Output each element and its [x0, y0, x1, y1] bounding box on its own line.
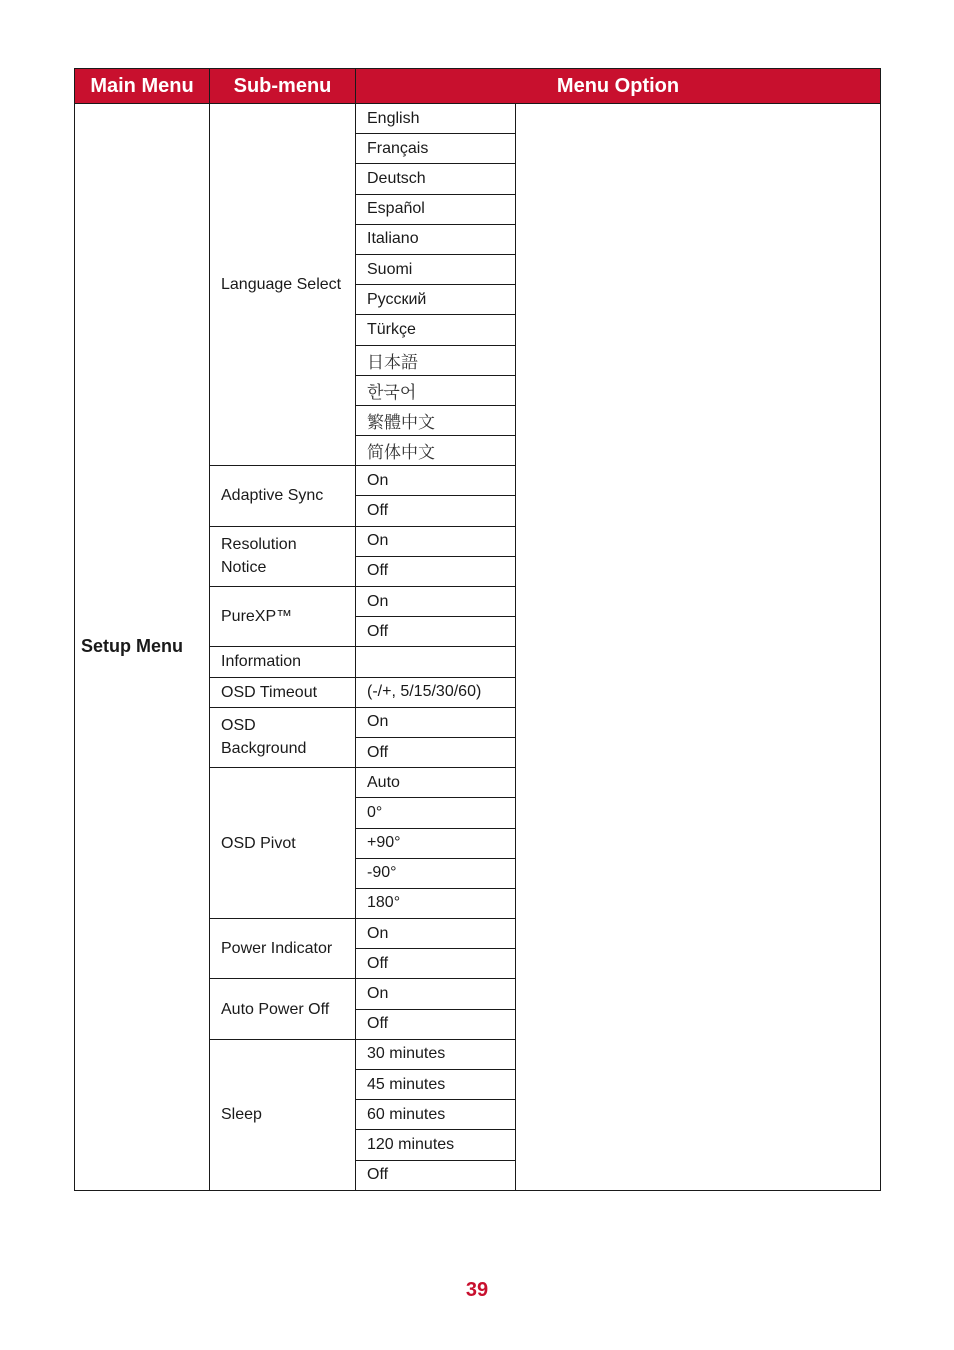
sub-menu-cell: OSD Pivot: [210, 768, 356, 919]
menu-option-cell: Off: [356, 1160, 516, 1190]
sub-menu-cell: Sleep: [210, 1039, 356, 1190]
menu-option-cell: Italiano: [356, 224, 516, 254]
menu-option-cell: 0°: [356, 798, 516, 828]
menu-option-cell: On: [356, 587, 516, 617]
menu-option-cell: Русский: [356, 285, 516, 315]
menu-option-cell: -90°: [356, 858, 516, 888]
menu-option-cell: On: [356, 466, 516, 496]
sub-menu-cell: Information: [210, 647, 356, 677]
menu-option-cell: Suomi: [356, 254, 516, 284]
header-menu-option: Menu Option: [356, 69, 881, 104]
sub-menu-cell: Auto Power Off: [210, 979, 356, 1039]
header-sub-menu: Sub-menu: [210, 69, 356, 104]
empty-option-area: [516, 104, 881, 1191]
menu-option-cell: English: [356, 104, 516, 134]
menu-option-cell: [356, 647, 516, 677]
menu-option-cell: 120 minutes: [356, 1130, 516, 1160]
menu-option-cell: 繁體中文: [356, 405, 516, 435]
menu-option-cell: On: [356, 919, 516, 949]
sub-menu-cell: Power Indicator: [210, 919, 356, 979]
sub-menu-cell: OSD Background: [210, 707, 356, 767]
table-row: [75, 104, 881, 134]
menu-option-cell: 180°: [356, 888, 516, 918]
menu-option-cell: Off: [356, 617, 516, 647]
menu-option-cell: Off: [356, 556, 516, 586]
menu-option-cell: 30 minutes: [356, 1039, 516, 1069]
sub-menu-cell: OSD Timeout: [210, 677, 356, 707]
menu-option-cell: 日本語: [356, 345, 516, 375]
menu-table: [74, 68, 881, 1191]
header-main-menu: Main Menu: [75, 69, 210, 104]
menu-option-cell: On: [356, 707, 516, 737]
menu-option-cell: 60 minutes: [356, 1100, 516, 1130]
menu-option-cell: Off: [356, 737, 516, 767]
menu-option-cell: On: [356, 979, 516, 1009]
menu-option-cell: 简体中文: [356, 436, 516, 466]
menu-option-cell: On: [356, 526, 516, 556]
page-number: 39: [465, 1279, 489, 1301]
menu-option-cell: +90°: [356, 828, 516, 858]
sub-menu-cell: Language Select: [210, 104, 356, 466]
menu-option-cell: Français: [356, 134, 516, 164]
menu-option-cell: Türkçe: [356, 315, 516, 345]
sub-menu-cell: Resolution Notice: [210, 526, 356, 586]
menu-option-cell: (-/+, 5/15/30/60): [356, 677, 516, 707]
main-menu-cell: Setup Menu: [75, 104, 210, 1191]
menu-option-cell: 한국어: [356, 375, 516, 405]
table-body: [75, 104, 881, 1191]
menu-option-cell: 45 minutes: [356, 1070, 516, 1100]
menu-option-cell: Español: [356, 194, 516, 224]
table-header-row: [75, 69, 881, 104]
menu-option-cell: Off: [356, 949, 516, 979]
menu-option-cell: Off: [356, 496, 516, 526]
sub-menu-cell: Adaptive Sync: [210, 466, 356, 526]
menu-option-cell: Off: [356, 1009, 516, 1039]
sub-menu-cell: PureXP™: [210, 587, 356, 647]
menu-option-cell: Deutsch: [356, 164, 516, 194]
menu-option-cell: Auto: [356, 768, 516, 798]
